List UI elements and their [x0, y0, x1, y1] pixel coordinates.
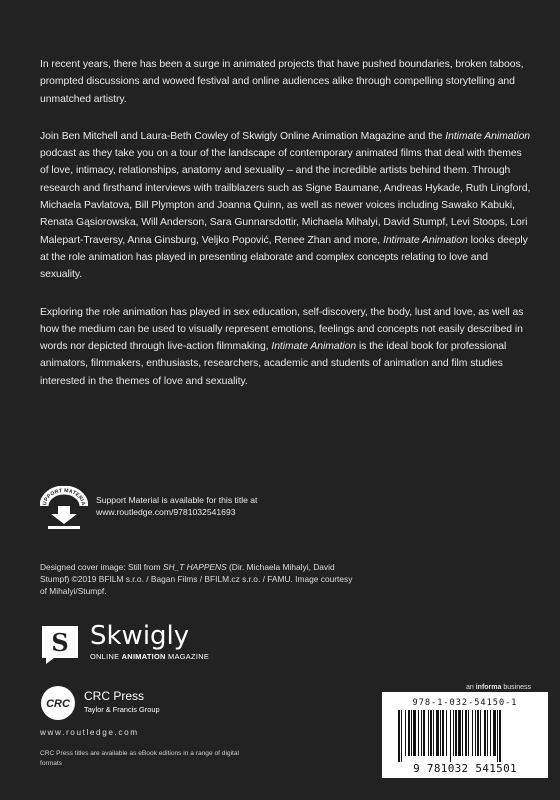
skwigly-badge-letter: S — [51, 628, 69, 657]
barcode-bar — [499, 710, 501, 762]
informa-business-label — [466, 684, 531, 691]
barcode-bar — [446, 710, 447, 756]
support-text — [96, 494, 257, 518]
isbn-bottom-text: 9 781032 541501 — [413, 762, 517, 775]
crc-circle-logo-icon — [40, 685, 76, 721]
barcode-bar — [497, 710, 498, 762]
publisher-group: Taylor & Francis Group — [84, 705, 160, 714]
support-badge-text: UPPORT MATERIA — [41, 487, 87, 507]
support-material-download-icon — [40, 486, 88, 530]
crc-press-logo — [40, 685, 260, 725]
barcode-bar — [440, 710, 441, 756]
informa-brand: informa — [475, 684, 502, 691]
book-title-italic: Intimate Animation — [382, 234, 468, 246]
tagline-part-bold: ANIMATION — [121, 652, 166, 661]
informa-text: an — [466, 684, 476, 691]
barcode-bar — [472, 710, 473, 756]
film-title-italic: SH_T HAPPENS — [162, 562, 227, 572]
book-title-italic: Intimate Animation — [445, 130, 531, 142]
skwigly-tagline — [90, 652, 209, 661]
support-url-link[interactable]: www.routledge.com/9781032541693 — [96, 507, 236, 517]
support-line: Support Material is available for this title at — [96, 495, 258, 505]
skwigly-logo — [40, 621, 260, 670]
credits-text: Designed cover image: Still from — [40, 562, 163, 572]
barcode-bar — [433, 710, 434, 756]
book-title-italic: Intimate Animation — [271, 341, 357, 353]
blurb-text: Join Ben Mitchell and Laura-Beth Cowley of Skwigly Online Animation Magazine and the — [40, 130, 446, 142]
barcode-bar — [411, 710, 412, 756]
barcode-bar — [468, 710, 469, 756]
blurb-text: podcast as they take you on a tour of the landscape of contemporary animated films that deal with themes of love, intimacy, relationships, anatomy and sexuality – and the incredible artists behind them. Through research and firsthand interviews with trailblazers such as Signe Baumane, Andreas Hykade, Ruth Lingford, Michaela Pavlatova, Bill Plympton and Joanna Quinn, as well as newer voices including Sawako Kabuki, Renata Gąsiorowska, Will Anderson, Sara Gunnarsdottir, Michaela Mihalyi, David Stumpf, Levi Stoops, Lori Malepart-Traversy, Anna Ginsburg, Veljko Popović, Renee Zhan and more, — [40, 148, 531, 246]
isbn-top-text: 978-1-032-54150-1 — [412, 698, 518, 708]
barcode-bar — [490, 710, 491, 756]
publisher-url-link[interactable]: www.routledge.com — [40, 728, 139, 737]
barcode-bar — [465, 710, 467, 756]
barcode-bar — [477, 710, 479, 756]
barcode-bar — [408, 710, 410, 756]
blurb-text: is the ideal book for professional animators, filmmakers, enthusiasts, researchers, academic and students of animation and film studies interested in the themes of love and sexuality. — [40, 341, 507, 387]
back-cover-blurb — [40, 56, 532, 410]
barcode-bar — [487, 710, 488, 756]
blurb-text: looks deeply at the role animation has played in presenting elaborate and complex concepts relating to love and sexuality. — [40, 234, 528, 281]
blurb-text: In recent years, there has been a surge in animated projects that have pushed boundaries, broken taboos, prompted discussions and wowed festival and online audiences alike through compelling storytelling and unmatched artistry. — [40, 59, 524, 105]
barcode-bar — [423, 710, 425, 756]
barcode-bar — [398, 710, 400, 762]
barcode-bar — [475, 710, 476, 756]
skwigly-name: Skwigly — [90, 621, 190, 651]
barcode-bar — [480, 710, 481, 756]
support-material-notice — [40, 486, 340, 530]
tagline-part: MAGAZINE — [165, 652, 210, 661]
barcode-bar — [493, 710, 496, 756]
barcode-bar — [436, 710, 439, 756]
barcode-bar — [421, 710, 422, 756]
barcode-bar — [428, 710, 429, 756]
blurb-text: Exploring the role animation has played in sex education, self-discovery, the body, lust and love, as well as how the medium can be used to visually represent emotions, feelings and concepts not easily described in words nor depicted through live-action filmmaking, — [40, 306, 524, 353]
barcode-bar — [418, 710, 419, 756]
blurb-paragraph-1 — [40, 56, 532, 108]
barcode-bar — [430, 710, 432, 756]
barcode-bar — [450, 710, 451, 762]
barcode-bar — [462, 710, 463, 756]
cover-credits — [40, 561, 360, 598]
barcode-bar — [413, 710, 416, 756]
ebook-note: CRC Press titles are available as eBook editions in a range of digital formats — [40, 750, 240, 767]
barcode-bar — [442, 710, 444, 756]
skwigly-speech-bubble-icon — [40, 624, 80, 664]
informa-text: business — [501, 684, 531, 691]
publisher-name: CRC Press — [84, 689, 145, 703]
credits-text: (Dir. Michaela Mihalyi, David Stumpf) ©2019 BFILM s.r.o. / Bagan Films / BFILM.cz s.r.o. / FAMU. Image courtesy of Mihalyi/Stumpf. — [40, 562, 353, 597]
barcode-bar — [405, 710, 406, 756]
barcode-bar — [453, 710, 454, 756]
tagline-part: ONLINE — [90, 652, 122, 661]
barcode-bar — [455, 710, 457, 756]
barcode-bar — [458, 710, 461, 756]
blurb-paragraph-2 — [40, 128, 532, 284]
blurb-paragraph-3 — [40, 304, 532, 390]
barcode-bar — [401, 710, 402, 762]
crc-logo-text: CRC — [46, 698, 70, 710]
isbn-barcode — [382, 692, 548, 778]
barcode-bar — [484, 710, 486, 756]
barcode-bars — [394, 710, 540, 766]
